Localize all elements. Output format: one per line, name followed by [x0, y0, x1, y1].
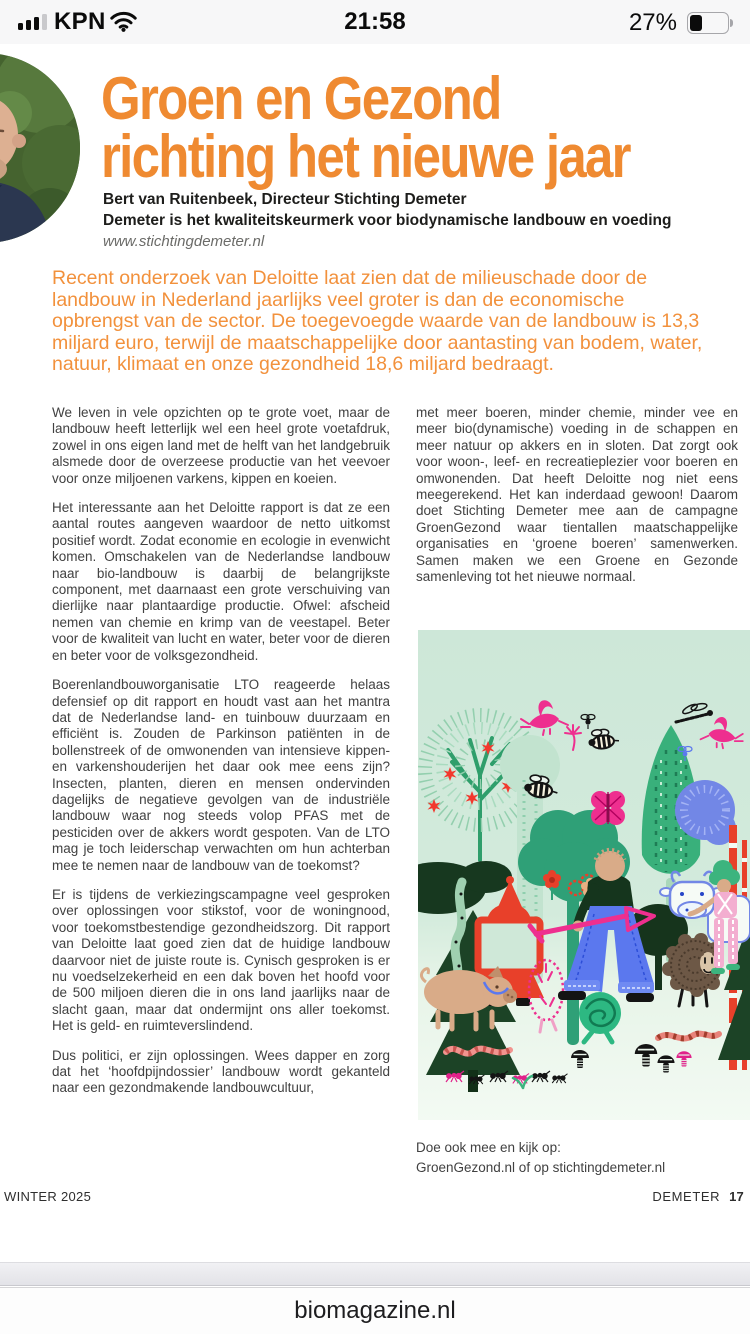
- byline-tagline: Demeter is het kwaliteitskeurmerk voor biodynamische landbouw en voeding: [103, 212, 672, 229]
- page-gap-bar: [0, 1262, 750, 1286]
- footer-magazine: [652, 1189, 744, 1204]
- body-paragraph: Dus politici, er zijn oplossingen. Wees dapper en zorg dat het ‘hoofdpijndossier’ landbouw wordt gekanteld naar een gezondmakende landbouwcultuur,: [52, 1047, 390, 1096]
- byline: [103, 189, 723, 250]
- article-title: [101, 65, 630, 190]
- browser-url[interactable]: biomagazine.nl: [294, 1297, 456, 1324]
- footer-page-number: 17: [729, 1189, 744, 1204]
- body-paragraph: We leven in vele opzichten op te grote voet, maar de landbouw heeft letterlijk wel een heel grote voetafdruk, zowel in ons eigen land met de helft van het landgebruik alsmede door de overzeese productie van het veevoer voor onze miljoenen varkens, kippen en koeien.: [52, 405, 390, 486]
- right-column: [416, 405, 738, 585]
- article-illustration: [418, 630, 750, 1120]
- battery-percent-label: 27%: [628, 9, 677, 36]
- body-paragraph: Het interessante aan het Deloitte rapport is dat ze een aantal routes aangeven waardoor de netto uitkomst positief wordt. Zodat economie en ecologie in evenwicht komen. Omschakelen van de Nederlandse landbouw naar bio-landbouw is daarbij de belangrijkste component, met daarnaast een grote verschuiving van dierlijke naar plantaardige productie. Ofwel: afscheid nemen van chemie en krimp van de veestapel. Beter voor de kwaliteit van lucht en water, beter voor de dieren en beter voor de volksgezondheid.: [52, 500, 390, 663]
- clock-label: 21:58: [344, 8, 406, 35]
- browser-address-bar[interactable]: [0, 1287, 750, 1334]
- butterfly: [591, 791, 625, 825]
- title-line-2: richting het nieuwe jaar: [101, 123, 630, 190]
- battery-icon: [687, 12, 733, 34]
- intro-paragraph: Recent onderzoek van Deloitte laat zien dat de milieuschade door de landbouw in Nederland jaarlijks veel groter is dan de economische opbrengst van de sector. De toegevoegde waarde van de landbouw is 13,3 miljard euro, terwijl de maatschappelijke door aantasting van bodem, water, natuur, klimaat en onze gezondheid 18,6 miljard bedraagt.: [52, 267, 703, 376]
- left-column: [52, 405, 390, 1097]
- byline-author: Bert van Ruitenbeek, Directeur Stichting Demeter: [103, 191, 467, 208]
- footer-season: WINTER 2025: [4, 1189, 92, 1204]
- author-photo: [0, 53, 80, 243]
- body-paragraph: Er is tijdens de verkiezingscampagne veel gesproken over oplossingen voor stikstof, voor de woningnood, voor toekomstbestendige gezondheidszorg. Dit rapport van Deloitte laat goed zien dat de huidige landbouw daarvoor niet de juiste route is. Cynisch gesproken is er nu voedselzekerheid en een dak boven het hoofd voor de 500 miljoen dieren die in ons land jaarlijks naar de slacht gaan, maar dat ondermijnt ons aller toekomst. Het is geld- en ruimteverslindend.: [52, 886, 390, 1034]
- status-bar: [0, 0, 750, 44]
- caption-line-2: GroenGezond.nl of op stichtingdemeter.nl: [416, 1160, 666, 1175]
- byline-url-link[interactable]: www.stichtingdemeter.nl: [103, 233, 265, 250]
- footer-magazine-label: DEMETER: [652, 1189, 721, 1204]
- illustration-caption: [416, 1138, 746, 1178]
- body-paragraph: met meer boeren, minder chemie, minder vee en meer bio(dynamische) voeding in de schappen en meer natuur op akkers en in sloten. Dat zorgt ook voor woon-, leef- en recreatieplezier voor boeren en omwonenden. Dat heeft Deloitte nog niet eens meegerekend. Het kan inderdaad gewoon! Daarom doet Stichting Demeter mee aan de campagne GroenGezond waar tientallen maatschappelijke organisaties en ‘groene boeren’ samenwerken. Samen maken we een Groene en Gezonde samenleving tot het nieuwe normaal.: [416, 405, 738, 585]
- caption-line-1: Doe ook mee en kijk op:: [416, 1140, 561, 1155]
- title-line-1: Groen en Gezond: [101, 65, 501, 132]
- body-paragraph: Boerenlandbouworganisatie LTO reageerde helaas defensief op dit rapport en houdt vast aan het mantra dat de Nederlandse land- en tuinbouw duurzaam en efficiënt is. Zouden de Parkinson patiënten in de bollenstreek of de omwonenden van intensieve kippen- en varkenshouderijen het daar ook mee eens zijn? Insecten, planten, dieren en mensen ondervinden dagelijks de negatieve gevolgen van de industriële landbouw waar nog steeds volop PFAS met de pesticiden over de akkers wordt gespoten. Van de LTO mag je toch leiderschap verwachten om hun achterban mee te nemen naar de landbouw van de toekomst?: [52, 677, 390, 873]
- carrier-label: KPN: [54, 8, 106, 35]
